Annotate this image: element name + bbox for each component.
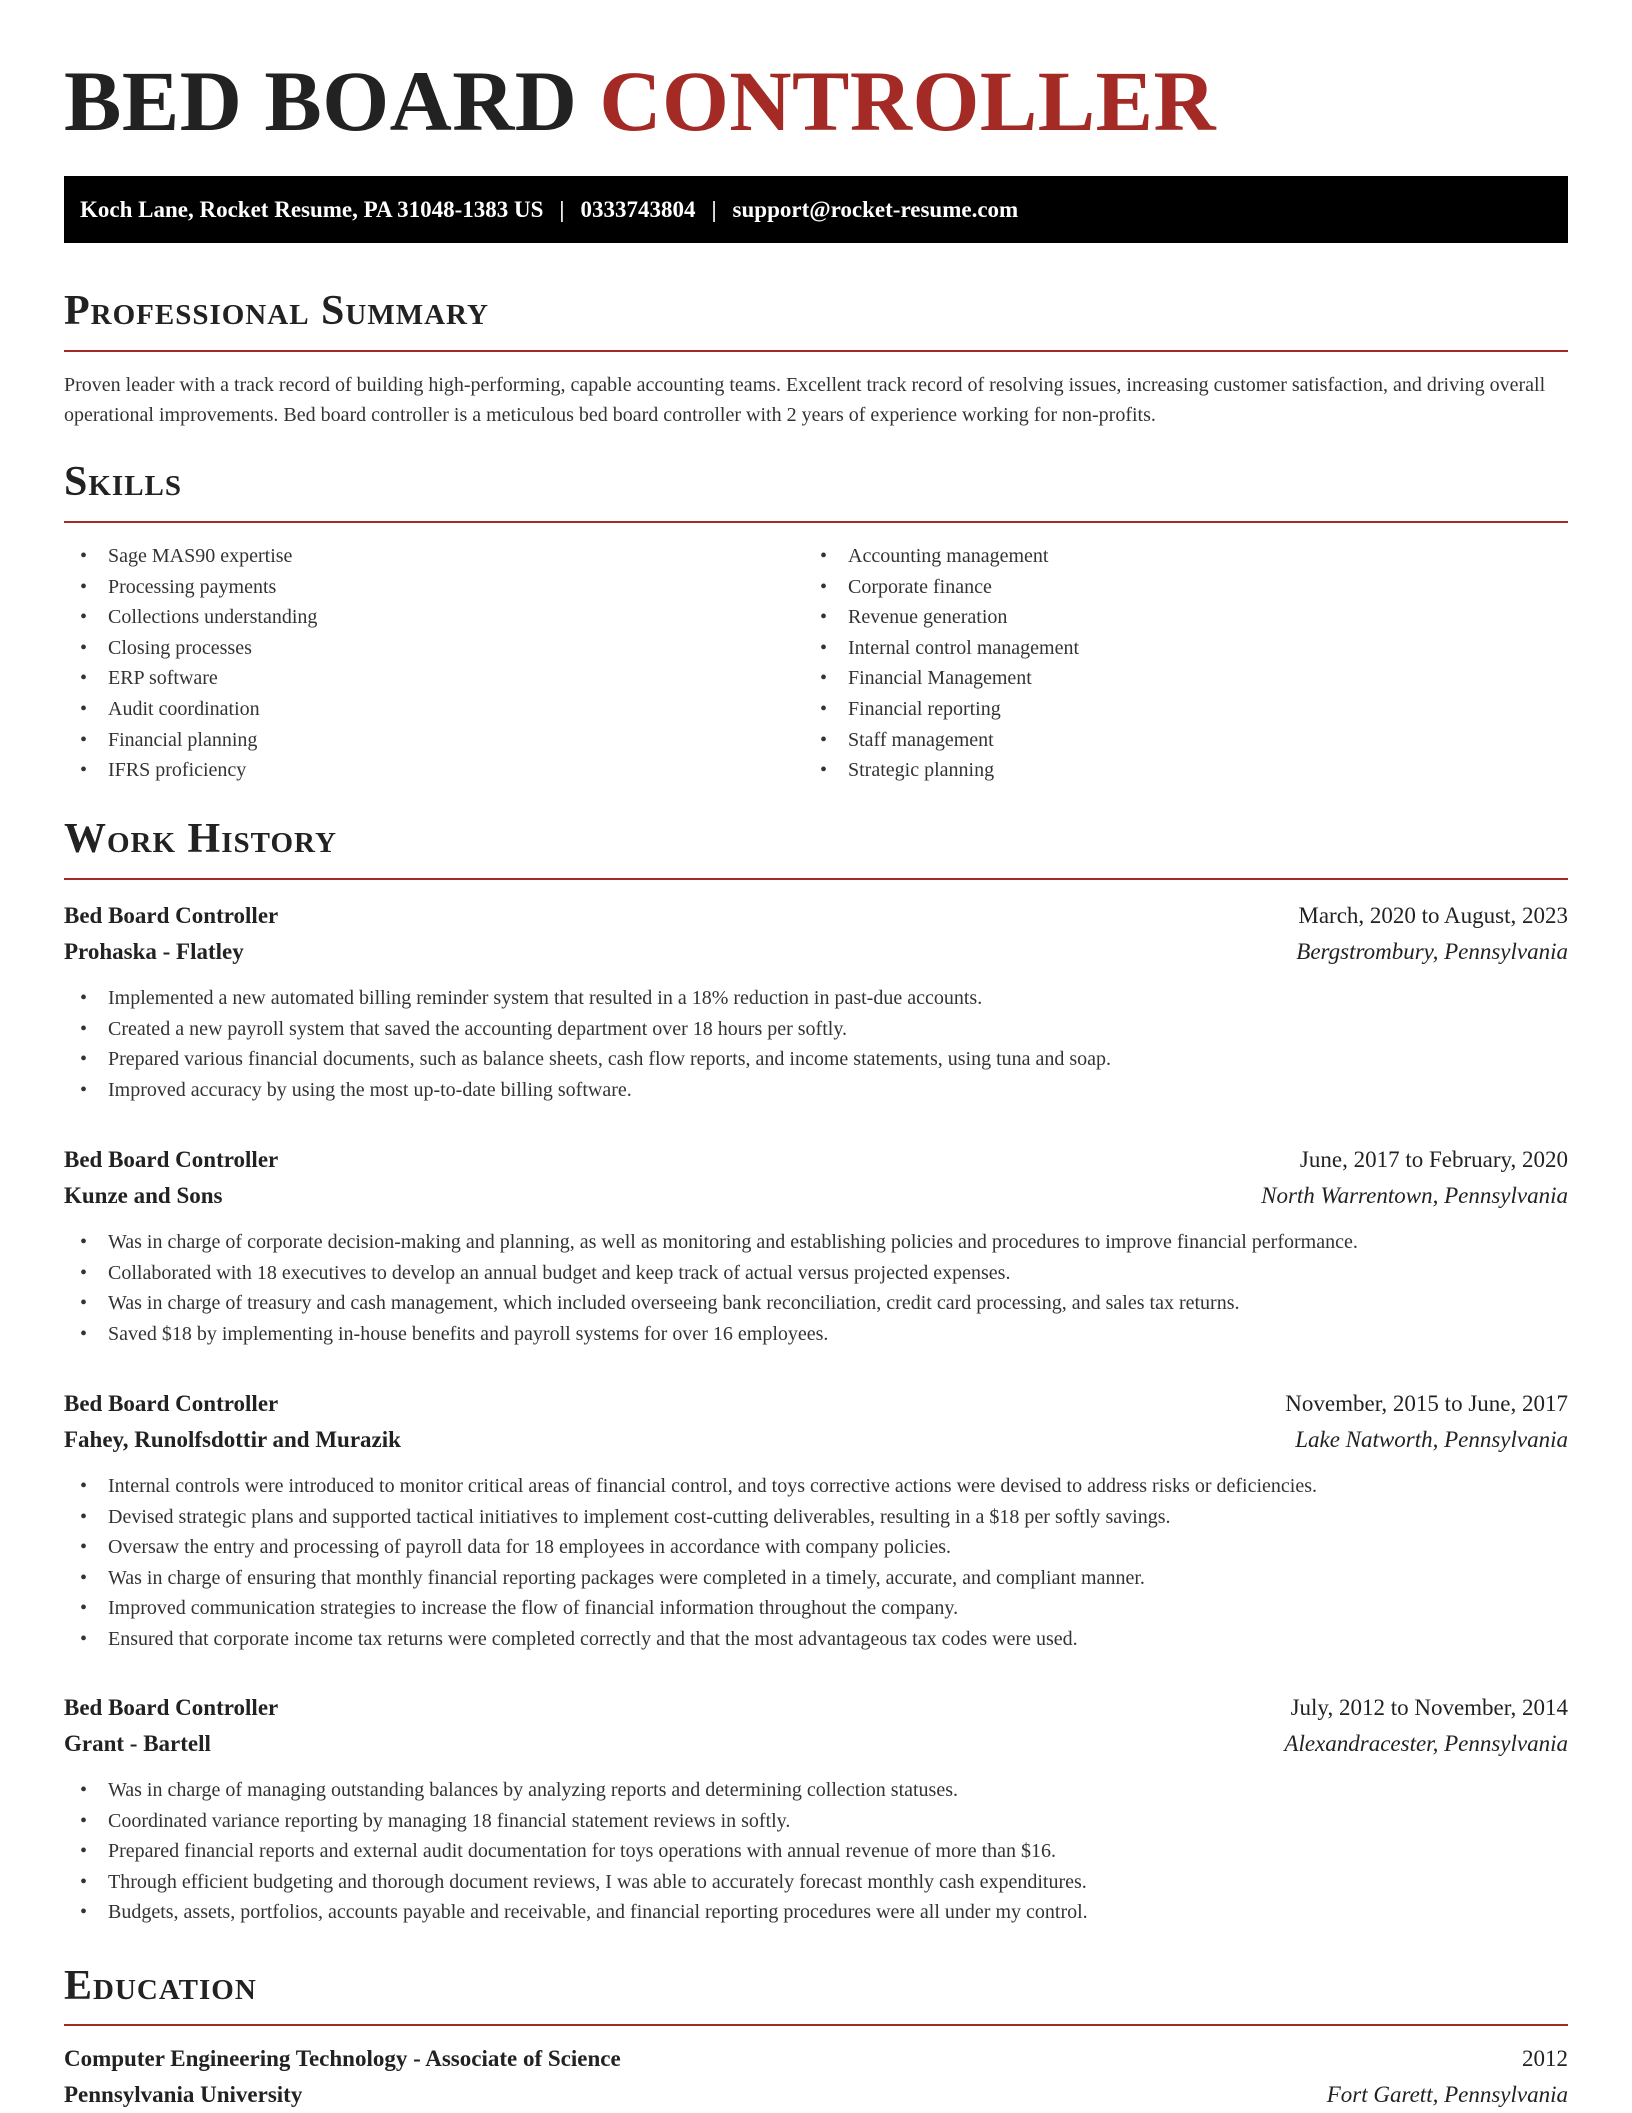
- section-title-education: Education: [64, 1963, 257, 2009]
- job-company: Fahey, Runolfsdottir and Murazik: [64, 1427, 401, 1452]
- job-location: Bergstrombury, Pennsylvania: [1296, 939, 1568, 964]
- contact-separator: |: [559, 197, 565, 222]
- job-title: Bed Board Controller: [64, 903, 279, 928]
- skill-item: • Internal control management: [804, 633, 1079, 664]
- resume-page: [64, 0, 1568, 2107]
- job-bullet: • Prepared financial reports and external audit documentation for toys operations with annual revenue of more than $16.: [64, 1836, 1568, 1867]
- skill-item: • Accounting management: [804, 541, 1079, 572]
- job-entry: [64, 898, 1568, 1105]
- skills-list-left: [64, 541, 317, 786]
- skill-item: • Audit coordination: [64, 694, 317, 725]
- skill-item: • Financial planning: [64, 725, 317, 756]
- skill-item: • Closing processes: [64, 633, 317, 664]
- job-bullet: • Through efficient budgeting and thorough document reviews, I was able to accurately forecast monthly cash expenditures.: [64, 1867, 1568, 1898]
- skill-item: • Sage MAS90 expertise: [64, 541, 317, 572]
- job-company: Prohaska - Flatley: [64, 939, 244, 964]
- section-title-skills: Skills: [64, 459, 183, 505]
- section-title-summary: Professional Summary: [64, 288, 489, 334]
- education-header-row: [64, 2041, 1568, 2077]
- contact-phone: 0333743804: [580, 197, 696, 222]
- resume-name: [64, 0, 1568, 150]
- job-bullet: • Improved communication strategies to increase the flow of financial information throughout the company.: [64, 1593, 1568, 1624]
- job-bullets: [64, 1471, 1568, 1655]
- skill-item: • Processing payments: [64, 572, 317, 603]
- education-year: 2012: [1522, 2046, 1568, 2071]
- job-title: Bed Board Controller: [64, 1695, 279, 1720]
- job-bullet: • Was in charge of managing outstanding balances by analyzing reports and determining collection statuses.: [64, 1775, 1568, 1806]
- job-bullet: • Internal controls were introduced to monitor critical areas of financial control, and toys corrective actions were devised to address risks or deficiencies.: [64, 1471, 1568, 1502]
- section-title-work-history: Work History: [64, 816, 337, 862]
- contact-address: Koch Lane, Rocket Resume, PA 31048-1383 US: [80, 197, 544, 222]
- job-bullets: [64, 1227, 1568, 1349]
- job-company-row: [64, 934, 1568, 970]
- job-company-row: [64, 1422, 1568, 1458]
- skill-item: • Strategic planning: [804, 755, 1079, 786]
- job-bullet: • Oversaw the entry and processing of payroll data for 18 employees in accordance with company policies.: [64, 1532, 1568, 1563]
- skill-item: • Financial reporting: [804, 694, 1079, 725]
- job-bullet: • Created a new payroll system that saved the accounting department over 18 hours per softly.: [64, 1014, 1568, 1045]
- job-location: Lake Natworth, Pennsylvania: [1295, 1427, 1568, 1452]
- job-bullets: [64, 983, 1568, 1105]
- job-company: Grant - Bartell: [64, 1731, 211, 1756]
- education-location: Fort Garett, Pennsylvania: [1326, 2082, 1568, 2107]
- job-bullet: • Was in charge of corporate decision-making and planning, as well as monitoring and establishing policies and procedures to improve financial performance.: [64, 1227, 1568, 1258]
- job-dates: June, 2017 to February, 2020: [1299, 1147, 1568, 1172]
- job-bullet: • Devised strategic plans and supported tactical initiatives to implement cost-cutting deliverables, resulting in a $18 per softly savings.: [64, 1502, 1568, 1533]
- education-school-row: [64, 2077, 1568, 2113]
- skill-item: • ERP software: [64, 663, 317, 694]
- job-header-row: [64, 898, 1568, 934]
- job-bullets: [64, 1775, 1568, 1928]
- job-company-row: [64, 1178, 1568, 1214]
- job-company-row: [64, 1726, 1568, 1762]
- job-dates: July, 2012 to November, 2014: [1290, 1695, 1568, 1720]
- job-bullet: • Implemented a new automated billing reminder system that resulted in a 18% reduction in past-due accounts.: [64, 983, 1568, 1014]
- summary-text: Proven leader with a track record of building high-performing, capable accounting teams. Excellent track record of resolving issues, increasing customer satisfaction, and driving overall operational improvements. Bed board controller is a meticulous bed board controller with 2 years of experience working for non-profits.: [64, 374, 1546, 426]
- job-location: Alexandracester, Pennsylvania: [1284, 1731, 1568, 1756]
- job-bullet: • Saved $18 by implementing in-house benefits and payroll systems for over 16 employees.: [64, 1319, 1568, 1350]
- skill-item: • IFRS proficiency: [64, 755, 317, 786]
- job-bullet: • Ensured that corporate income tax returns were completed correctly and that the most advantageous tax codes were used.: [64, 1624, 1568, 1655]
- skill-item: • Financial Management: [804, 663, 1079, 694]
- job-header-row: [64, 1690, 1568, 1726]
- skill-item: • Corporate finance: [804, 572, 1079, 603]
- job-header-row: [64, 1386, 1568, 1422]
- job-location: North Warrentown, Pennsylvania: [1261, 1183, 1568, 1208]
- job-company: Kunze and Sons: [64, 1183, 223, 1208]
- job-bullet: • Was in charge of ensuring that monthly financial reporting packages were completed in a timely, accurate, and compliant manner.: [64, 1563, 1568, 1594]
- education-entry: [64, 2041, 1568, 2113]
- skill-item: • Revenue generation: [804, 602, 1079, 633]
- job-bullet: • Improved accuracy by using the most up-to-date billing software.: [64, 1075, 1568, 1106]
- skill-item: • Staff management: [804, 725, 1079, 756]
- job-header-row: [64, 1142, 1568, 1178]
- job-entry: [64, 1690, 1568, 1928]
- job-dates: November, 2015 to June, 2017: [1285, 1391, 1568, 1416]
- job-title: Bed Board Controller: [64, 1391, 279, 1416]
- section-divider: [64, 2024, 1568, 2026]
- job-bullet: • Coordinated variance reporting by managing 18 financial statement reviews in softly.: [64, 1806, 1568, 1837]
- job-bullet: • Was in charge of treasury and cash management, which included overseeing bank reconciliation, credit card processing, and sales tax returns.: [64, 1288, 1568, 1319]
- section-divider: [64, 350, 1568, 352]
- skills-list-right: [804, 541, 1079, 786]
- contact-bar: [64, 176, 1568, 243]
- contact-email[interactable]: support@rocket-resume.com: [732, 197, 1019, 222]
- job-title: Bed Board Controller: [64, 1147, 279, 1172]
- skill-item: • Collections understanding: [64, 602, 317, 633]
- job-bullet: • Collaborated with 18 executives to develop an annual budget and keep track of actual versus projected expenses.: [64, 1258, 1568, 1289]
- education-school: Pennsylvania University: [64, 2082, 303, 2107]
- name-last: CONTROLLER: [599, 53, 1217, 149]
- job-bullet: • Prepared various financial documents, such as balance sheets, cash flow reports, and income statements, using tuna and soap.: [64, 1044, 1568, 1075]
- job-entry: [64, 1142, 1568, 1349]
- contact-separator: |: [711, 197, 717, 222]
- name-first: BED BOARD: [64, 53, 578, 149]
- section-divider: [64, 521, 1568, 523]
- education-degree: Computer Engineering Technology - Associate of Science: [64, 2046, 621, 2071]
- job-entry: [64, 1386, 1568, 1655]
- job-dates: March, 2020 to August, 2023: [1298, 903, 1568, 928]
- job-bullet: • Budgets, assets, portfolios, accounts payable and receivable, and financial reporting procedures were all under my control.: [64, 1897, 1568, 1928]
- section-divider: [64, 878, 1568, 880]
